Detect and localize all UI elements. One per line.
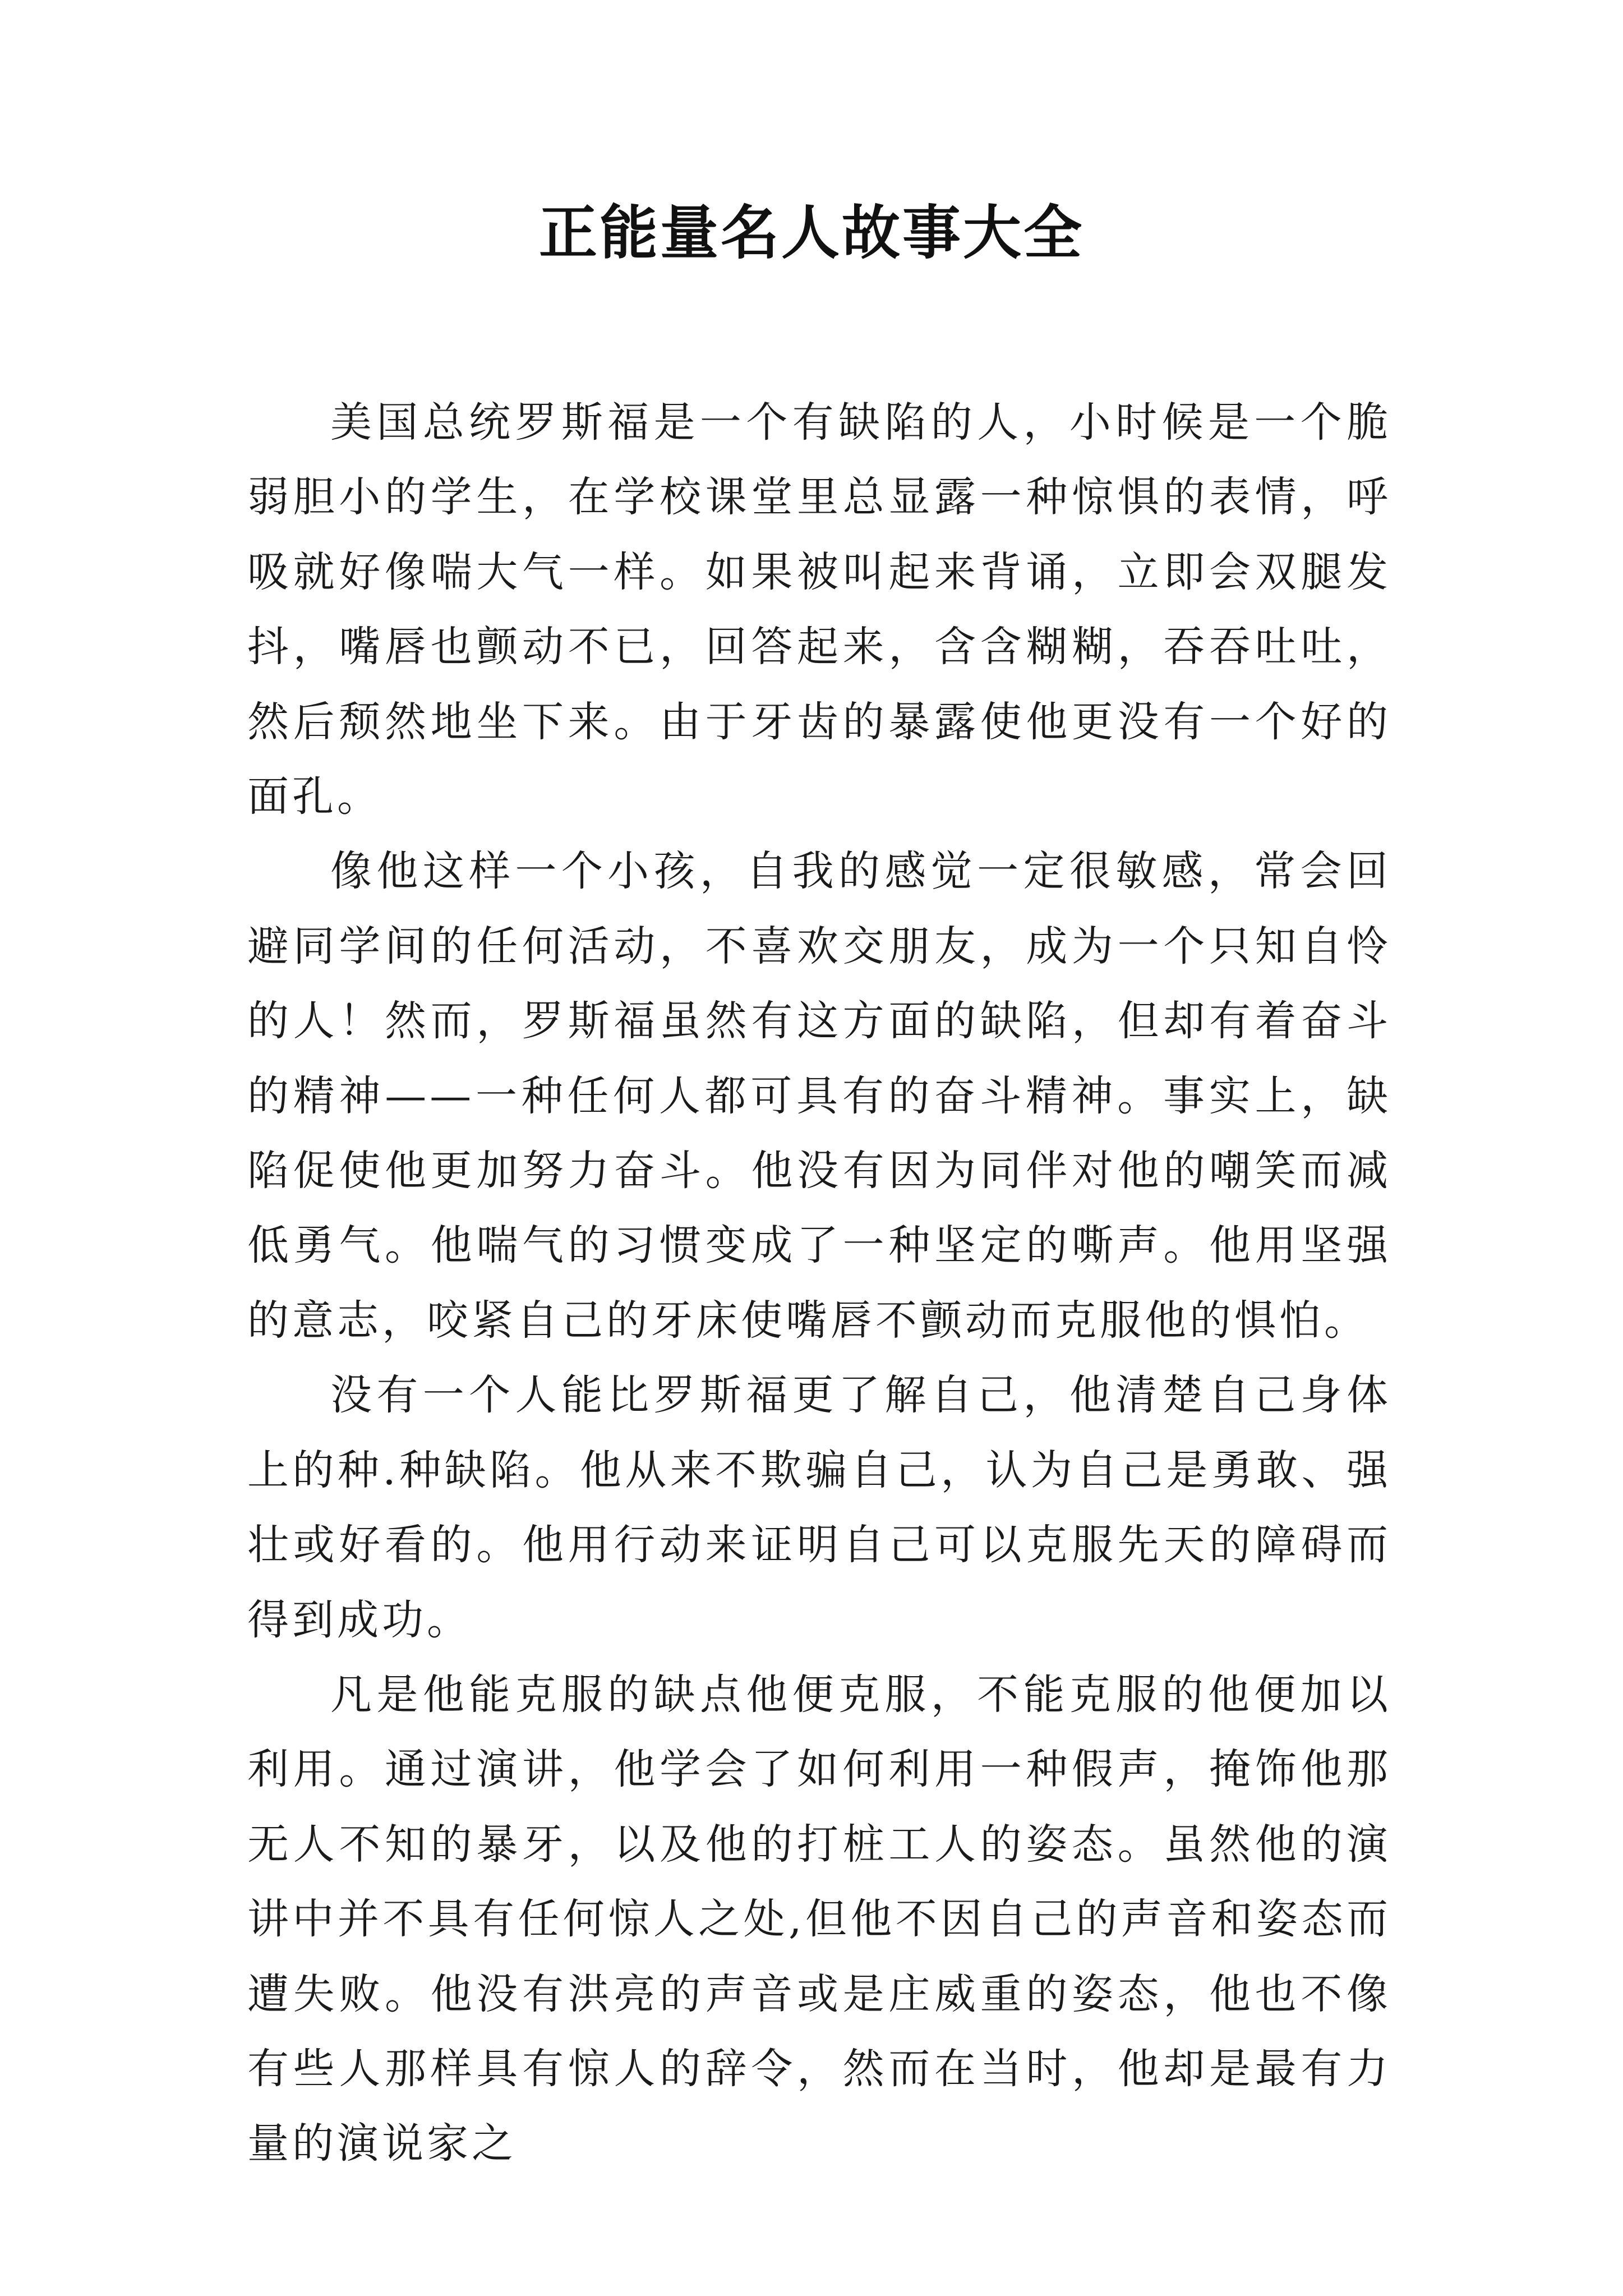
paragraph-2: 像他这样一个小孩，自我的感觉一定很敏感，常会回避同学间的任何活动，不喜欢交朋友，成为一个只知自怜的人！然而，罗斯福虽然有这方面的缺陷，但却有着奋斗的精神——一种任何人都可具有的奋斗精神。事实上，缺陷促使他更加努力奋斗。他没有因为同伴对他的嘲笑而减低勇气。他喘气的习惯变成了一种坚定的嘶声。他用坚强的意志，咬紧自己的牙床使嘴唇不颤动而克服他的惧怕。 — [247, 847, 1391, 1345]
document-body — [247, 385, 1391, 2182]
document-title: 正能量名人故事大全 — [538, 198, 1084, 267]
paragraph-1: 美国总统罗斯福是一个有缺陷的人，小时候是一个脆弱胆小的学生，在学校课堂里总显露一种惊惧的表情，呼吸就好像喘大气一样。如果被叫起来背诵，立即会双腿发抖，嘴唇也颤动不已，回答起来，含含糊糊，吞吞吐吐，然后颓然地坐下来。由于牙齿的暴露使他更没有一个好的面孔。 — [247, 398, 1391, 821]
paragraph-4: 凡是他能克服的缺点他便克服，不能克服的他便加以利用。通过演讲，他学会了如何利用一种假声，掩饰他那无人不知的暴牙，以及他的打桩工人的姿态。虽然他的演讲中并不具有任何惊人之处,但他不因自己的声音和姿态而遭失败。他没有洪亮的声音或是庄威重的姿态，他也不像有些人那样具有惊人的辞令，然而在当时，他却是最有力量的演说家之 — [247, 1670, 1391, 2168]
paragraph-3: 没有一个人能比罗斯福更了解自己，他清楚自己身体上的种.种缺陷。他从来不欺骗自己，认为自己是勇敢、强壮或好看的。他用行动来证明自己可以克服先天的障碍而得到成功。 — [247, 1371, 1391, 1644]
